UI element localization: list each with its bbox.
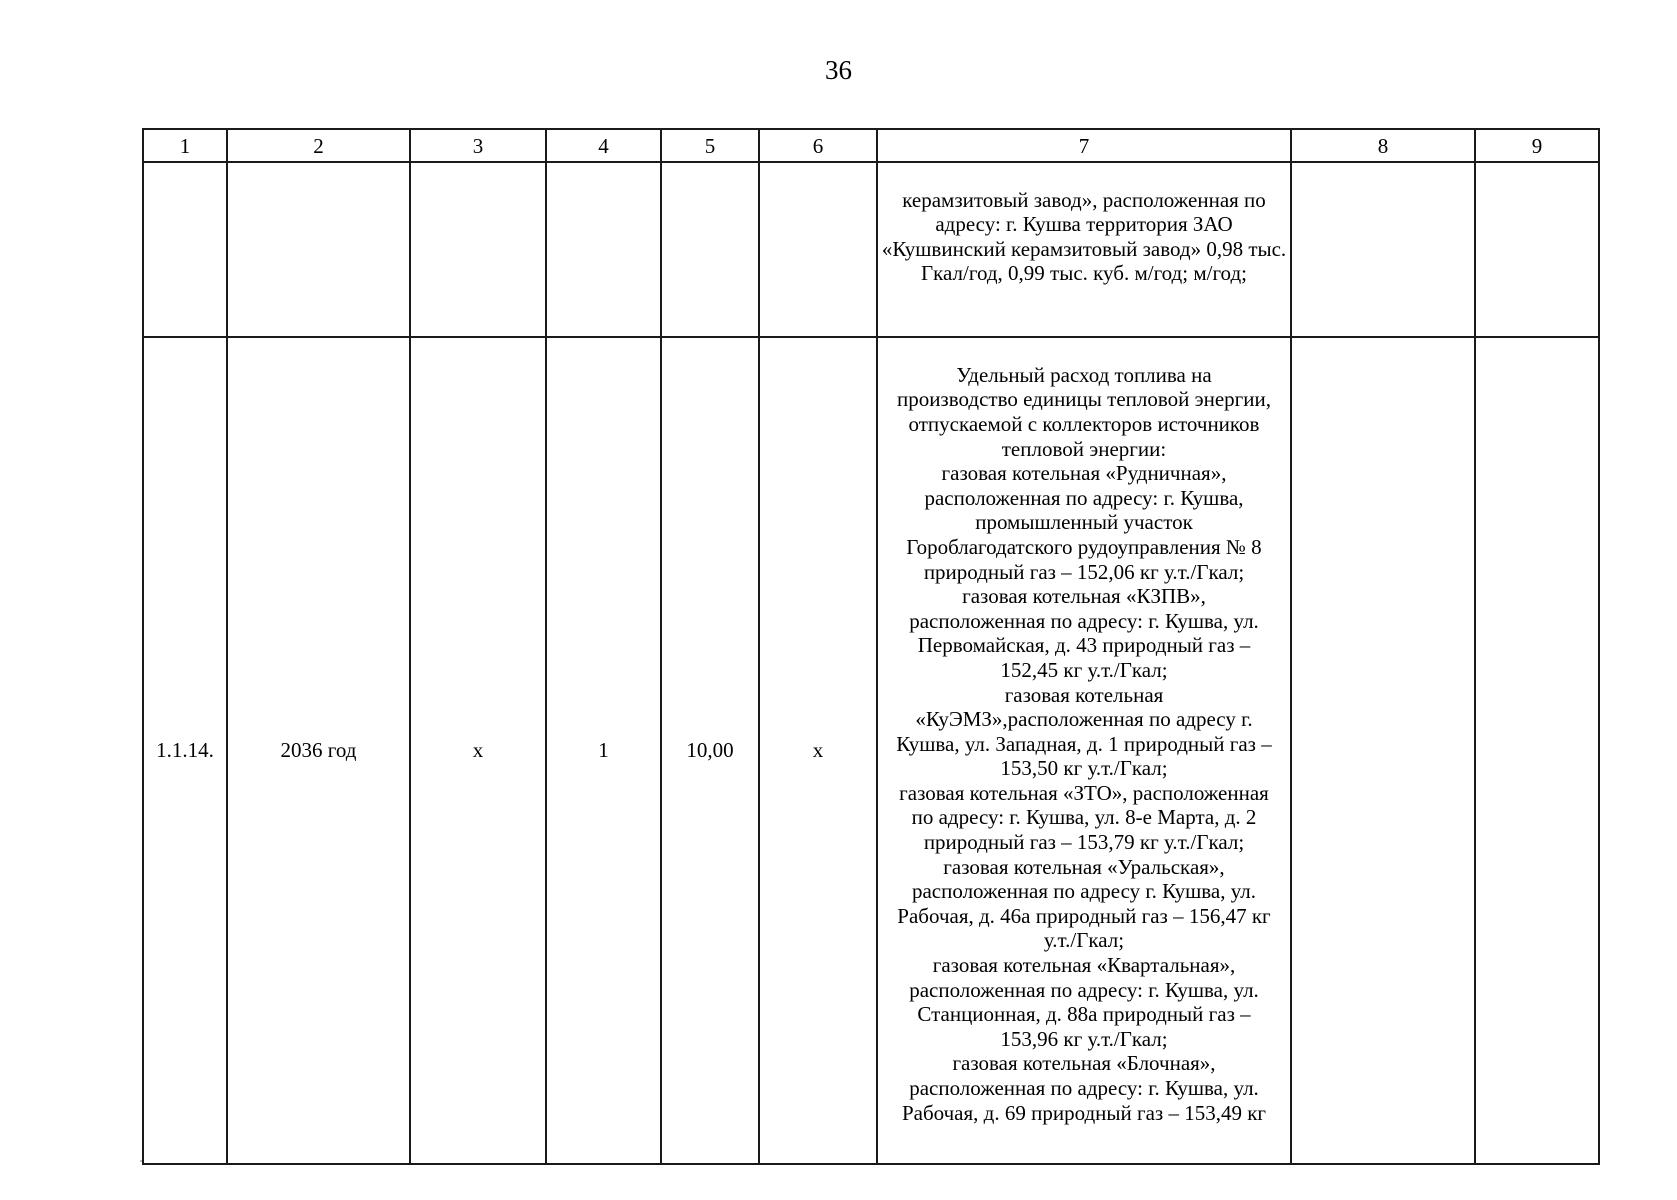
table-row-1-1-14 [143, 337, 1599, 1164]
page-number: 36 [825, 55, 852, 85]
header-col-1: 1 [143, 129, 227, 162]
scan-speck [140, 1160, 142, 1162]
cell-empty [410, 162, 546, 337]
cell-empty [143, 162, 227, 337]
cell-empty [1291, 162, 1475, 337]
cell-empty [546, 162, 661, 337]
header-col-2: 2 [227, 129, 410, 162]
header-col-6: 6 [759, 129, 877, 162]
header-col-9: 9 [1475, 129, 1599, 162]
cell-empty [1475, 162, 1599, 337]
description-text: Удельный расход топлива на производство единицы тепловой энергии, отпускаемой с коллекторов источников тепловой энергии: газовая котельная «Рудничная», расположенная по адресу: г. Кушва, промышленный участок Гороблагодатского рудоуправления № 8 природный газ – 152,06 кг у.т./Гкал; газовая котельная «КЗПВ», расположенная по адресу: г. Кушва, ул. Первомайская, д. 43 природный газ – 152,45 кг у.т./Гкал; газовая котельная «КуЭМЗ»,расположенная по адресу г. Кушва, ул. Западная, д. 1 природный газ – 153,50 кг у.т./Гкал; газовая котельная «ЗТО», расположенная по адресу: г. Кушва, ул. 8-е Марта, д. 2 природный газ – 153,79 кг у.т./Гкал; газовая котельная «Уральская», расположенная по адресу г. Кушва, ул. Рабочая, д. 46а природный газ – 156,47 кг у.т./Гкал; газовая котельная «Квартальная», расположенная по адресу: г. Кушва, ул. Станционная, д. 88а природный газ – 153,96 кг у.т./Гкал; газовая котельная «Блочная», расположенная по адресу: г. Кушва, ул. Рабочая, д. 69 природный газ – 153,49 кг [896, 362, 1272, 1125]
header-col-4: 4 [546, 129, 661, 162]
cell-year: 2036 год [227, 337, 410, 1164]
cell-col9 [1475, 337, 1599, 1164]
cell-empty [661, 162, 759, 337]
header-row [143, 129, 1599, 162]
cell-description-continuation [877, 162, 1291, 337]
header-col-8: 8 [1291, 129, 1475, 162]
cell-col8 [1291, 337, 1475, 1164]
cell-item-number: 1.1.14. [143, 337, 227, 1164]
cell-empty [227, 162, 410, 337]
cell-empty [759, 162, 877, 337]
description-continuation-text: керамзитовый завод», расположенная по адресу: г. Кушва территория ЗАО «Кушвинский керамзитовый завод» 0,98 тыс. Гкал/год, 0,99 тыс. куб. м/год; м/год; [881, 187, 1287, 286]
data-table [142, 128, 1600, 1165]
header-col-7: 7 [877, 129, 1291, 162]
cell-description [877, 337, 1291, 1164]
cell-col3: х [410, 337, 546, 1164]
table-row-continuation [143, 162, 1599, 337]
header-col-5: 5 [661, 129, 759, 162]
cell-col6: х [759, 337, 877, 1164]
cell-col5: 10,00 [661, 337, 759, 1164]
header-col-3: 3 [410, 129, 546, 162]
cell-col4: 1 [546, 337, 661, 1164]
